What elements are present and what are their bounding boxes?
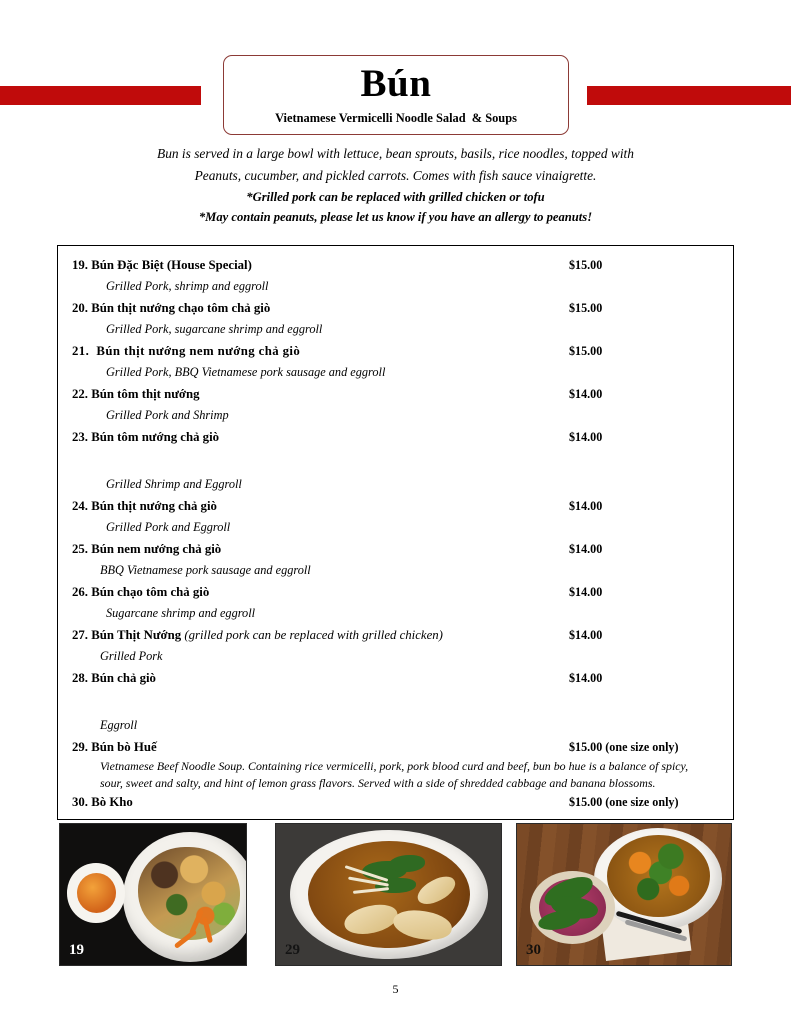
menu-item-25[interactable] bbox=[58, 538, 733, 560]
bun-bowl-house-special-photo bbox=[59, 823, 247, 966]
page-title-box bbox=[223, 55, 569, 135]
bun-bo-hue-soup-photo bbox=[275, 823, 502, 966]
intro-note-2: *May contain peanuts, please let us know if you have an allergy to peanuts! bbox=[198, 210, 593, 224]
menu-item-price: $14.00 bbox=[569, 671, 603, 685]
menu-item-number: 28. bbox=[72, 671, 88, 685]
menu-item-23[interactable] bbox=[58, 426, 733, 448]
menu-item-28[interactable] bbox=[58, 667, 733, 689]
menu-item-title: Bún thịt nướng chả giò bbox=[91, 499, 217, 513]
menu-item-title: Bún Đặc Biệt (House Special) bbox=[91, 258, 252, 272]
menu-item-title: Bò Kho bbox=[91, 795, 133, 809]
menu-item-name bbox=[72, 340, 561, 362]
menu-item-price: $14.00 bbox=[569, 430, 603, 444]
menu-item-name bbox=[72, 736, 561, 758]
menu-item-price: $14.00 bbox=[569, 628, 603, 642]
menu-item-description: Grilled Pork, sugarcane shrimp and eggroll bbox=[106, 322, 323, 336]
menu-item-description: Grilled Pork and Eggroll bbox=[106, 520, 231, 534]
menu-item-20[interactable] bbox=[58, 297, 733, 319]
menu-item-price: $15.00 bbox=[569, 301, 603, 315]
page-title: Bún bbox=[360, 61, 432, 105]
menu-item-number: 25. bbox=[72, 542, 88, 556]
photo-image-3 bbox=[517, 824, 731, 965]
menu-item-number: 21. bbox=[72, 344, 90, 358]
menu-item-description: Grilled Pork and Shrimp bbox=[106, 408, 229, 422]
photo-label: 30 bbox=[526, 942, 541, 958]
menu-item-title: Bún tôm thịt nướng bbox=[91, 387, 200, 401]
menu-item-number: 26. bbox=[72, 585, 88, 599]
menu-item-name bbox=[72, 383, 561, 405]
red-bar-right bbox=[587, 86, 791, 105]
menu-item-title: Bún chả giò bbox=[91, 671, 156, 685]
page-subtitle: Vietnamese Vermicelli Noodle Salad & Soups bbox=[275, 111, 517, 126]
menu-item-name bbox=[72, 495, 561, 517]
menu-item-price: $15.00 bbox=[569, 344, 603, 358]
menu-item-24[interactable] bbox=[58, 495, 733, 517]
menu-item-description: Grilled Shrimp and Eggroll bbox=[106, 477, 242, 491]
menu-item-price: $15.00 (one size only) bbox=[569, 795, 679, 809]
menu-item-number: 19. bbox=[72, 258, 88, 272]
menu-item-name-note: (grilled pork can be replaced with grilled chicken) bbox=[181, 628, 443, 642]
page-number: 5 bbox=[392, 982, 399, 996]
menu-item-name bbox=[72, 667, 561, 689]
menu-item-30[interactable] bbox=[58, 791, 733, 813]
intro-block bbox=[60, 143, 731, 227]
menu-item-title: Bún Thịt Nướng bbox=[91, 628, 182, 642]
photo-art-2 bbox=[276, 824, 501, 965]
photo-strip bbox=[57, 823, 734, 966]
menu-item-21[interactable] bbox=[58, 340, 733, 362]
menu-item-number: 24. bbox=[72, 499, 88, 513]
intro-line-1: Bun is served in a large bowl with lettuce, bean sprouts, basils, rice noodles, topped with bbox=[157, 146, 634, 161]
menu-item-description: Grilled Pork, BBQ Vietnamese pork sausage and eggroll bbox=[106, 365, 386, 379]
menu-item-title: Bún nem nướng chả giò bbox=[91, 542, 222, 556]
menu-item-price: $15.00 (one size only) bbox=[569, 740, 679, 754]
red-bar-left bbox=[0, 86, 201, 105]
menu-item-22[interactable] bbox=[58, 383, 733, 405]
menu-item-description: Grilled Pork, shrimp and eggroll bbox=[106, 279, 269, 293]
bo-kho-photo bbox=[516, 823, 732, 966]
menu-item-price: $14.00 bbox=[569, 585, 603, 599]
menu-item-name bbox=[72, 581, 561, 603]
menu-item-description: Sugarcane shrimp and eggroll bbox=[106, 606, 256, 620]
menu-item-description: Grilled Pork bbox=[100, 649, 163, 663]
menu-item-name bbox=[72, 426, 561, 448]
menu-item-price: $14.00 bbox=[569, 542, 603, 556]
menu-item-number: 27. bbox=[72, 628, 88, 642]
photo-art-1 bbox=[60, 824, 246, 965]
menu-item-number: 30. bbox=[72, 795, 88, 809]
photo-label: 29 bbox=[285, 942, 300, 958]
menu-item-29[interactable] bbox=[58, 736, 733, 758]
menu-item-19[interactable] bbox=[58, 254, 733, 276]
menu-item-price: $14.00 bbox=[569, 387, 603, 401]
intro-line-2: Peanuts, cucumber, and pickled carrots. Comes with fish sauce vinaigrette. bbox=[194, 168, 597, 183]
menu-item-title: Bún chạo tôm chả giò bbox=[91, 585, 210, 599]
photo-label: 19 bbox=[69, 942, 84, 958]
menu-item-26[interactable] bbox=[58, 581, 733, 603]
menu-item-name bbox=[72, 624, 561, 646]
menu-item-title: Bún tôm nướng chả giò bbox=[91, 430, 220, 444]
photo-image-1 bbox=[60, 824, 246, 965]
menu-item-description: Eggroll bbox=[100, 718, 138, 732]
photo-art-3 bbox=[517, 824, 731, 965]
menu-item-number: 29. bbox=[72, 740, 88, 754]
menu-item-name bbox=[72, 538, 561, 560]
menu-item-number: 20. bbox=[72, 301, 88, 315]
menu-item-title: Bún thịt nướng nem nướng chả giò bbox=[96, 344, 301, 358]
menu-item-27[interactable] bbox=[58, 624, 733, 646]
menu-item-number: 23. bbox=[72, 430, 88, 444]
menu-item-description: Vietnamese Beef Noodle Soup. Containing rice vermicelli, pork, pork blood curd and beef, bun bo hue is a balance of spicy, sour, sweet and salty, and hint of lemon grass flavors. Served with a side of shredded cabbage and banana blossoms. bbox=[100, 759, 689, 790]
menu-item-name bbox=[72, 297, 561, 319]
menu-item-price: $15.00 bbox=[569, 258, 603, 272]
intro-note-1: *Grilled pork can be replaced with grilled chicken or tofu bbox=[246, 190, 545, 204]
menu-item-number: 22. bbox=[72, 387, 88, 401]
menu-item-title: Bún thịt nướng chạo tôm chả giò bbox=[91, 301, 271, 315]
menu-item-name bbox=[72, 791, 561, 813]
menu-item-name bbox=[72, 254, 561, 276]
menu-item-price: $14.00 bbox=[569, 499, 603, 513]
menu-list bbox=[57, 245, 734, 820]
photo-image-2 bbox=[276, 824, 501, 965]
menu-item-title: Bún bò Huế bbox=[91, 740, 157, 754]
menu-item-description: BBQ Vietnamese pork sausage and eggroll bbox=[100, 563, 311, 577]
